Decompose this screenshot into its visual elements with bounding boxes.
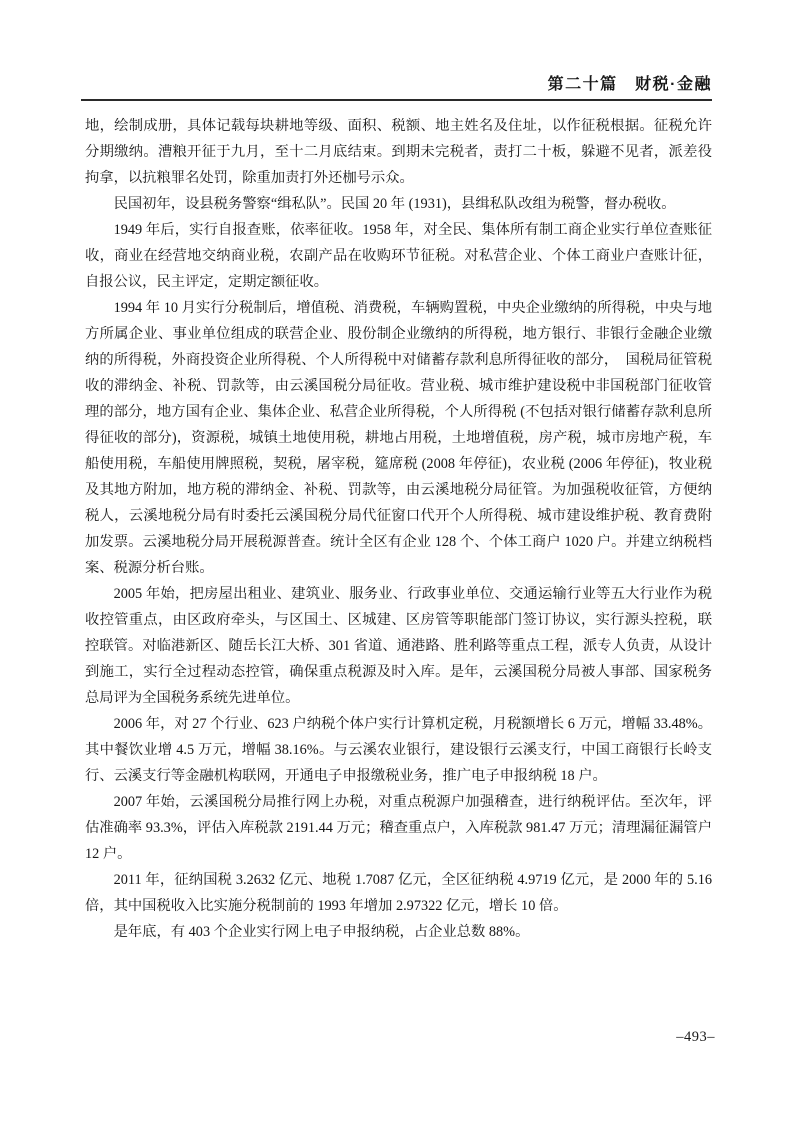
page-number: –493– bbox=[676, 1029, 715, 1045]
paragraph: 1994 年 10 月实行分税制后，增值税、消费税，车辆购置税，中央企业缴纳的所得税，中央与地方所属企业、事业单位组成的联营企业、股份制企业缴纳的所得税，地方银行、非银行金融企业缴纳的所得税，外商投资企业所得税、个人所得税中对储蓄存款利息所得征收的部分， 国税局征管税收的滞纳金、补税、罚款等，由云溪国税分局征收。营业税、城市维护建设税中非国税部门征收管理的部分，地方国有企业、集体企业、私营企业所得税，个人所得税 (不包括对银行储蓄存款利息所得征收的部分)，资源税，城镇土地使用税，耕地占用税，土地增值税，房产税，城市房地产税，车船使用税，车船使用牌照税，契税，屠宰税，筵席税 (2008 年停征)，农业税 (2006 年停征)，牧业税及其地方附加，地方税的滞纳金、补税、罚款等，由云溪地税分局征管。为加强税收征管，方便纳税人，云溪地税分局有时委托云溪国税分局代征窗口代开个人所得税、城市建设维护税、教育费附加发票。云溪地税分局开展税源普查。统计全区有企业 128 个、个体工商户 1020 户。并建立纳税档案、税源分析台账。 bbox=[85, 300, 712, 576]
paragraph: 1949 年后，实行自报查账，依率征收。1958 年，对全民、集体所有制工商企业实行单位查账征收，商业在经营地交纳商业税，农副产品在收购环节征税。对私营企业、个体工商业户查账计征，自报公议，民主评定，定期定额征收。 bbox=[85, 222, 712, 290]
running-header bbox=[81, 71, 712, 94]
paragraph: 是年底，有 403 个企业实行网上电子申报纳税，占企业总数 88%。 bbox=[113, 924, 530, 940]
paragraph: 地，绘制成册，具体记载每块耕地等级、面积、税额、地主姓名及住址，以作征税根据。征税允许分期缴纳。漕粮开征于九月，至十二月底结束。到期未完税者，责打二十板，躲避不见者，派差役拘拿，以抗粮罪名处罚，除重加责打外还枷号示众。 bbox=[85, 118, 712, 186]
chapter-title: 第二十篇 财税·金融 bbox=[547, 76, 712, 93]
paragraph: 2011 年，征纳国税 3.2632 亿元、地税 1.7087 亿元，全区征纳税 4.9719 亿元，是 2000 年的 5.16 倍，其中国税收入比实施分税制前的 1993 年增加 2.97322 亿元，增长 10 倍。 bbox=[85, 872, 712, 914]
paragraph: 2005 年始，把房屋出租业、建筑业、服务业、行政事业单位、交通运输行业等五大行业作为税收控管重点，由区政府牵头，与区国土、区城建、区房管等职能部门签订协议，实行源头控税，联控联管。对临港新区、随岳长江大桥、301 省道、通港路、胜利路等重点工程，派专人负责，从设计到施工，实行全过程动态控管，确保重点税源及时入库。是年，云溪国税分局被人事部、国家税务总局评为全国税务系统先进单位。 bbox=[85, 586, 712, 706]
paragraph: 民国初年，设县税务警察“缉私队”。民国 20 年 (1931)，县缉私队改组为税警，督办税收。 bbox=[113, 196, 676, 212]
page-body-text bbox=[85, 113, 712, 945]
paragraph: 2007 年始，云溪国税分局推行网上办税，对重点税源户加强稽查，进行纳税评估。至次年，评估准确率 93.3%，评估入库税款 2191.44 万元；稽查重点户，入库税款 981.47 万元；清理漏征漏管户 12 户。 bbox=[85, 794, 712, 862]
paragraph: 2006 年，对 27 个行业、623 户纳税个体户实行计算机定税，月税额增长 6 万元，增幅 33.48%。其中餐饮业增 4.5 万元，增幅 38.16%。与云溪农业银行，建设银行云溪支行，中国工商银行长岭支行、云溪支行等金融机构联网，开通电子申报缴税业务，推广电子申报纳税 18 户。 bbox=[85, 716, 712, 784]
header-divider bbox=[81, 99, 712, 101]
page-footer bbox=[81, 1029, 715, 1046]
